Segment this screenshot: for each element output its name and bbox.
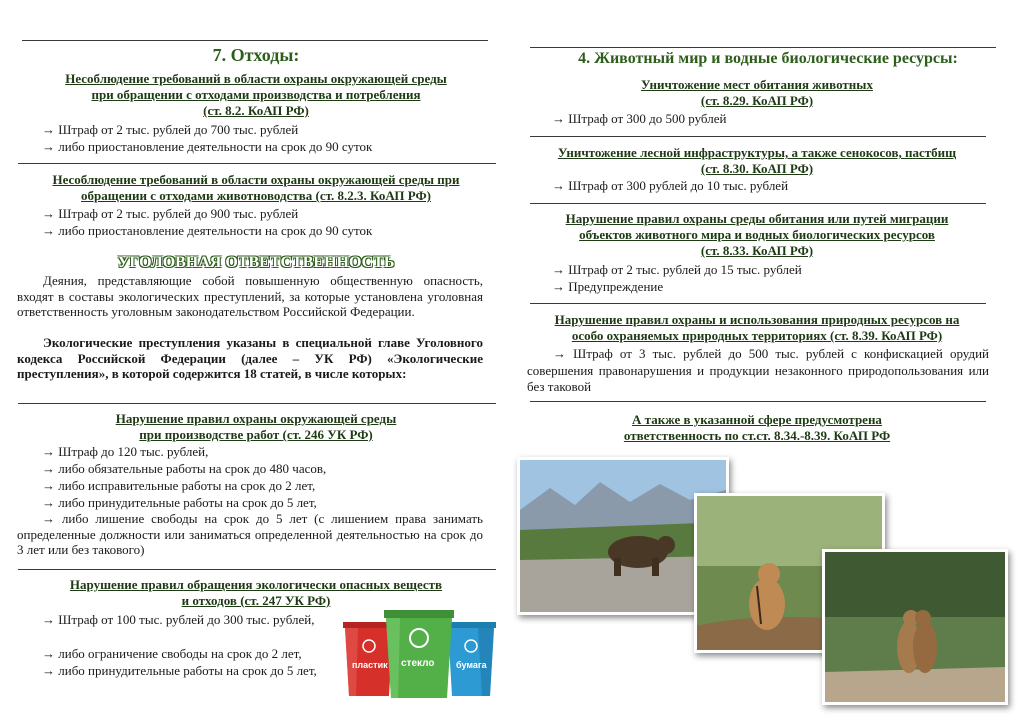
divider bbox=[530, 203, 986, 204]
criminal-block1-item: → либо принудительные работы на срок до 5 лет, bbox=[42, 495, 317, 510]
divider bbox=[18, 569, 496, 570]
wildlife-block4-text: → Штраф от 3 тыс. рублей до 500 тыс. рублей с конфискацией орудий совершения правонарушения и продукции незаконного природопользования или без таковой bbox=[527, 346, 989, 394]
criminal-block1-last-item: → либо лишение свободы на срок до 5 лет (с лишением права занимать определенные должности или заниматься определенной деятельностью на срок до 3 лет или без такового) bbox=[17, 511, 483, 557]
recycling-bins-image bbox=[338, 608, 500, 700]
waste-block1-title: Несоблюдение требований в области охраны окружающей среды при обращении с отходами производства и потребления (ст. 8.2. КоАП РФ) bbox=[65, 71, 447, 118]
criminal-paragraph-2: Экологические преступления указаны в специальной главе Уголовного кодекса Российской Федерации (далее – УК РФ) «Экологические преступления», в которой содержится 18 статей, в числе которых: bbox=[17, 335, 483, 381]
also-note: А также в указанной сфере предусмотрена ответственность по ст.ст. 8.34.-8.39. КоАП РФ bbox=[623, 412, 891, 443]
bin-green-icon bbox=[384, 610, 454, 698]
waste-block1-item: → Штраф от 2 тыс. рублей до 700 тыс. рублей bbox=[42, 122, 299, 137]
waste-block1-item: → либо приостановление деятельности на срок до 90 суток bbox=[42, 139, 373, 154]
bin-label-glass: стекло bbox=[401, 658, 435, 669]
waste-block2-item: → Штраф от 2 тыс. рублей до 900 тыс. рублей bbox=[42, 206, 299, 221]
criminal-block1-item: → либо исправительные работы на срок до 2 лет, bbox=[42, 478, 316, 493]
criminal-block2-item: → либо принудительные работы на срок до 5 лет, bbox=[42, 663, 317, 678]
criminal-paragraph-1: Деяния, представляющие собой повышенную общественную опасность, входят в составы экологических преступлений, за которые установлена уголовная ответственность уголовным законодательством Российской Федерации. bbox=[17, 273, 483, 319]
wildlife-block3-item: → Предупреждение bbox=[552, 279, 664, 294]
top-rule-left bbox=[22, 40, 488, 41]
section-title-wildlife: 4. Животный мир и водные биологические ресурсы: bbox=[578, 50, 958, 67]
section-title-waste: 7. Отходы: bbox=[212, 45, 300, 65]
divider bbox=[530, 401, 986, 402]
top-rule-right bbox=[530, 47, 996, 48]
divider bbox=[530, 303, 986, 304]
wildlife-block4-title: Нарушение правил охраны и использования природных ресурсов на особо охраняемых природных территориях (ст. 8.39. КоАП РФ) bbox=[554, 312, 960, 343]
wildlife-block2-title: Уничтожение лесной инфраструктуры, а также сенокосов, пастбищ (ст. 8.30. КоАП РФ) bbox=[557, 145, 957, 176]
divider bbox=[18, 403, 496, 404]
criminal-block2-item: → либо ограничение свободы на срок до 2 лет, bbox=[42, 646, 302, 661]
wildlife-block3-title: Нарушение правил охраны среды обитания или путей миграции объектов животного мира и водных биологических ресурсов (ст. 8.33. КоАП РФ) bbox=[565, 211, 949, 258]
criminal-heading: УГОЛОВНАЯ ОТВЕТСТВЕННОСТЬ bbox=[117, 254, 395, 271]
divider bbox=[530, 136, 986, 137]
divider bbox=[18, 163, 496, 164]
bin-label-plastic: пластик bbox=[352, 660, 388, 670]
wildlife-block2-item: → Штраф от 300 рублей до 10 тыс. рублей bbox=[552, 178, 789, 193]
bin-label-paper: бумага bbox=[456, 660, 487, 670]
waste-block2-item: → либо приостановление деятельности на срок до 90 суток bbox=[42, 223, 373, 238]
bin-blue-icon bbox=[446, 622, 496, 696]
marmots-photo bbox=[822, 549, 1008, 705]
criminal-block1-title: Нарушение правил охраны окружающей среды при производстве работ (ст. 246 УК РФ) bbox=[115, 411, 397, 442]
wildlife-block1-title: Уничтожение мест обитания животных (ст. 8.29. КоАП РФ) bbox=[641, 77, 873, 108]
wildlife-block1-item: → Штраф от 300 до 500 рублей bbox=[552, 111, 727, 126]
wildlife-block3-item: → Штраф от 2 тыс. рублей до 15 тыс. рублей bbox=[552, 262, 802, 277]
waste-block2-title: Несоблюдение требований в области охраны окружающей среды при обращении с отходами животноводства (ст. 8.2.3. КоАП РФ) bbox=[52, 172, 460, 203]
criminal-block2-title: Нарушение правил обращения экологически опасных веществ и отходов (ст. 247 УК РФ) bbox=[69, 577, 443, 608]
criminal-block2-item: → Штраф от 100 тыс. рублей до 300 тыс. рублей, bbox=[42, 612, 315, 627]
criminal-block1-item: → Штраф до 120 тыс. рублей, bbox=[42, 444, 209, 459]
criminal-block1-item: → либо обязательные работы на срок до 480 часов, bbox=[42, 461, 327, 476]
